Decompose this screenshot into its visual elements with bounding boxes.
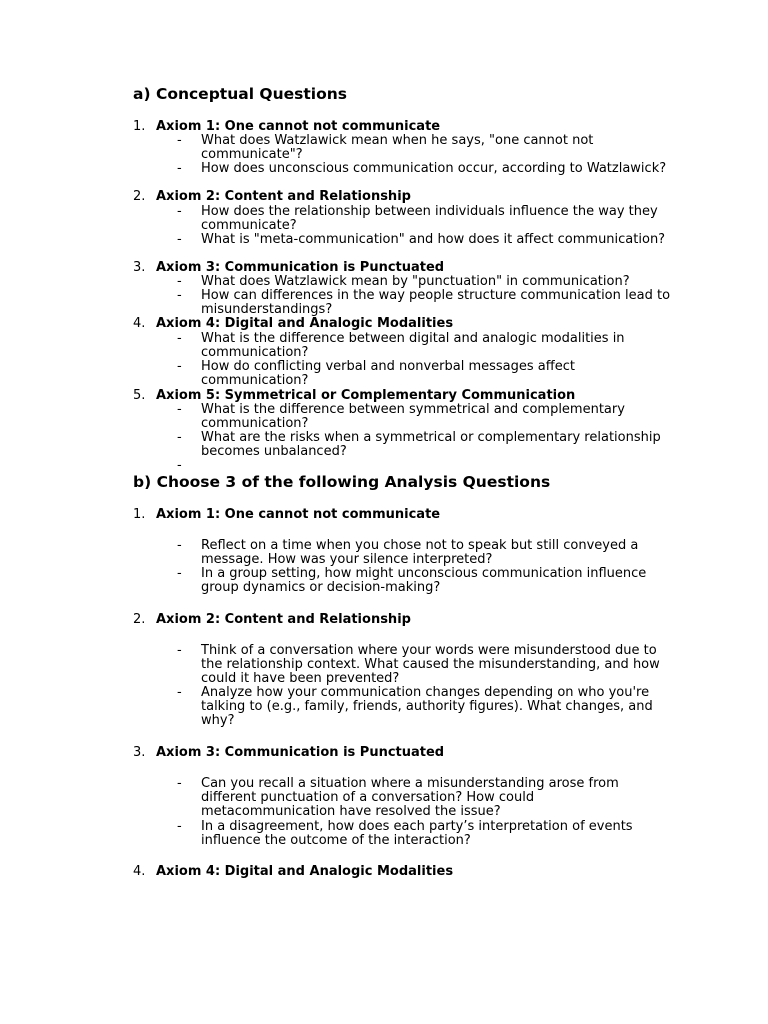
- dash-bullet: -: [177, 161, 182, 176]
- question-text: What is the difference between symmetrical and complementary communication?: [201, 402, 625, 431]
- dash-bullet: -: [177, 643, 182, 658]
- dash-bullet: -: [177, 402, 182, 417]
- dash-bullet: -: [177, 288, 182, 303]
- question-text: What does Watzlawick mean by "punctuation" in communication?: [201, 274, 630, 289]
- dash-bullet: -: [177, 204, 182, 219]
- question-text: What is "meta-communication" and how does it affect communication?: [201, 232, 666, 247]
- dash-bullet: -: [177, 458, 182, 473]
- question-text: What is the difference between digital and analogic modalities in communication?: [201, 331, 625, 360]
- axiom-title: Axiom 2: Content and Relationship: [156, 612, 411, 627]
- item-number: 2.: [133, 189, 146, 204]
- axiom-title: Axiom 2: Content and Relationship: [156, 189, 411, 204]
- dash-bullet: -: [177, 331, 182, 346]
- dash-bullet: -: [177, 538, 182, 553]
- dash-bullet: -: [177, 685, 182, 700]
- axiom-title: Axiom 1: One cannot not communicate: [156, 119, 441, 134]
- dash-bullet: -: [177, 232, 182, 247]
- question-text: Can you recall a situation where a misunderstanding arose from different punctuation of a conversation? How could metacommunication have resolved the issue?: [201, 776, 619, 819]
- item-number: 3.: [133, 260, 146, 275]
- item-number: 5.: [133, 388, 146, 403]
- dash-bullet: -: [177, 430, 182, 445]
- section-a-heading: a) Conceptual Questions: [133, 85, 347, 103]
- dash-bullet: -: [177, 133, 182, 148]
- question-text: In a disagreement, how does each party’s interpretation of events influence the outcome of the interaction?: [201, 819, 633, 848]
- question-text: In a group setting, how might unconscious communication influence group dynamics or decision-making?: [201, 566, 647, 595]
- question-text: What does Watzlawick mean when he says, "one cannot not communicate"?: [201, 133, 594, 162]
- question-text: Analyze how your communication changes depending on who you're talking to (e.g., family, friends, authority figures). What changes, and why?: [201, 685, 653, 728]
- dash-bullet: -: [177, 819, 182, 834]
- axiom-title: Axiom 4: Digital and Analogic Modalities: [156, 316, 454, 331]
- axiom-title: Axiom 3: Communication is Punctuated: [156, 260, 445, 275]
- item-number: 2.: [133, 612, 146, 627]
- item-number: 3.: [133, 745, 146, 760]
- axiom-title: Axiom 4: Digital and Analogic Modalities: [156, 864, 454, 879]
- question-text: How does the relationship between individuals influence the way they communicate?: [201, 204, 658, 233]
- item-number: 1.: [133, 507, 146, 522]
- question-text: How do conflicting verbal and nonverbal messages affect communication?: [201, 359, 575, 388]
- dash-bullet: -: [177, 566, 182, 581]
- item-number: 1.: [133, 119, 146, 134]
- axiom-title: Axiom 3: Communication is Punctuated: [156, 745, 445, 760]
- question-text: Think of a conversation where your words were misunderstood due to the relationship context. What caused the misunderstanding, and how could it have been prevented?: [201, 643, 660, 686]
- axiom-title: Axiom 1: One cannot not communicate: [156, 507, 441, 522]
- question-text: What are the risks when a symmetrical or complementary relationship becomes unbalanced?: [201, 430, 661, 459]
- question-text: How can differences in the way people structure communication lead to misunderstandings?: [201, 288, 671, 317]
- axiom-title: Axiom 5: Symmetrical or Complementary Communication: [156, 388, 576, 403]
- item-number: 4.: [133, 316, 146, 331]
- question-text: Reflect on a time when you chose not to speak but still conveyed a message. How was your silence interpreted?: [201, 538, 639, 567]
- item-number: 4.: [133, 864, 146, 879]
- section-b-heading: b) Choose 3 of the following Analysis Questions: [133, 473, 551, 491]
- question-text: How does unconscious communication occur, according to Watzlawick?: [201, 161, 667, 176]
- dash-bullet: -: [177, 359, 182, 374]
- dash-bullet: -: [177, 274, 182, 289]
- dash-bullet: -: [177, 776, 182, 791]
